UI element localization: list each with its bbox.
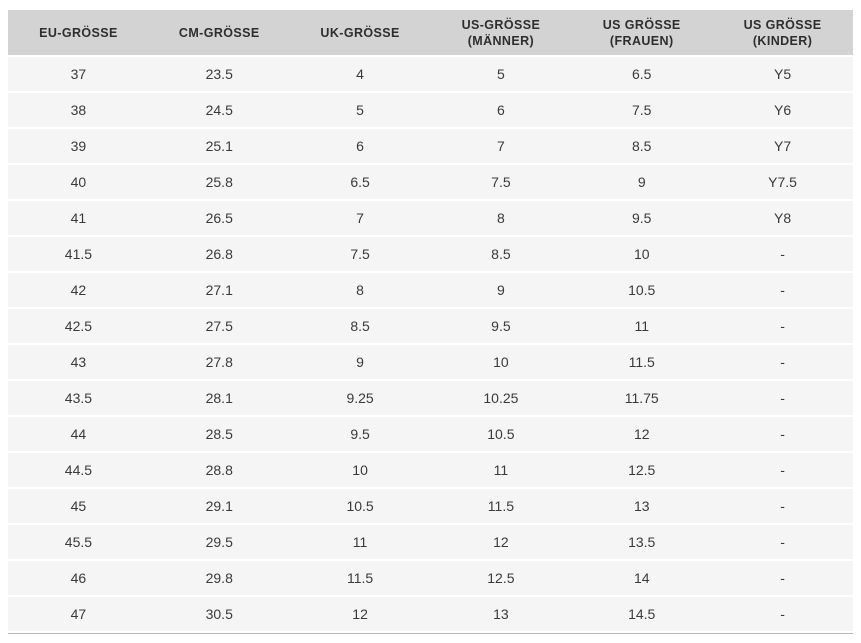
column-header: US GRÖSSE (FRAUEN) bbox=[571, 10, 712, 55]
table-cell: 10 bbox=[290, 453, 431, 487]
table-cell: - bbox=[712, 597, 853, 631]
table-cell: 9.5 bbox=[430, 309, 571, 343]
table-cell: 39 bbox=[8, 129, 149, 163]
table-row bbox=[8, 345, 853, 379]
table-cell: 5 bbox=[430, 57, 571, 91]
table-cell: - bbox=[712, 309, 853, 343]
table-cell: 27.8 bbox=[149, 345, 290, 379]
column-header: US-GRÖSSE (MÄNNER) bbox=[430, 10, 571, 55]
table-cell: 11 bbox=[290, 525, 431, 559]
table-cell: 25.1 bbox=[149, 129, 290, 163]
table-cell: 5 bbox=[290, 93, 431, 127]
table-cell: 8.5 bbox=[290, 309, 431, 343]
table-cell: 8 bbox=[430, 201, 571, 235]
table-cell: 10.5 bbox=[290, 489, 431, 523]
table-header bbox=[8, 10, 853, 55]
header-row bbox=[8, 10, 853, 55]
column-header: US GRÖSSE (KINDER) bbox=[712, 10, 853, 55]
table-cell: - bbox=[712, 417, 853, 451]
table-cell: 11.75 bbox=[571, 381, 712, 415]
table-cell: 12 bbox=[430, 525, 571, 559]
table-cell: 29.8 bbox=[149, 561, 290, 595]
table-cell: 28.5 bbox=[149, 417, 290, 451]
table-cell: 7 bbox=[430, 129, 571, 163]
table-cell: 47 bbox=[8, 597, 149, 631]
table-cell: 23.5 bbox=[149, 57, 290, 91]
table-row bbox=[8, 525, 853, 559]
table-cell: 27.5 bbox=[149, 309, 290, 343]
table-cell: 41.5 bbox=[8, 237, 149, 271]
table-cell: 11.5 bbox=[430, 489, 571, 523]
table-cell: 38 bbox=[8, 93, 149, 127]
table-cell: 11.5 bbox=[571, 345, 712, 379]
table-cell: 8.5 bbox=[571, 129, 712, 163]
column-header: EU-GRÖSSE bbox=[8, 10, 149, 55]
table-row bbox=[8, 201, 853, 235]
table-cell: 45.5 bbox=[8, 525, 149, 559]
table-cell: Y7 bbox=[712, 129, 853, 163]
table-cell: Y6 bbox=[712, 93, 853, 127]
table-cell: 42.5 bbox=[8, 309, 149, 343]
table-cell: 9.5 bbox=[571, 201, 712, 235]
table-cell: 8 bbox=[290, 273, 431, 307]
table-cell: 10.5 bbox=[430, 417, 571, 451]
table-cell: 9 bbox=[290, 345, 431, 379]
table-row bbox=[8, 417, 853, 451]
table-cell: 9.5 bbox=[290, 417, 431, 451]
table-cell: 6 bbox=[430, 93, 571, 127]
table-cell: 25.8 bbox=[149, 165, 290, 199]
table-cell: - bbox=[712, 453, 853, 487]
table-cell: - bbox=[712, 273, 853, 307]
table-cell: 9.25 bbox=[290, 381, 431, 415]
table-cell: 12.5 bbox=[430, 561, 571, 595]
table-cell: 10 bbox=[430, 345, 571, 379]
table-cell: - bbox=[712, 345, 853, 379]
table-cell: 9 bbox=[571, 165, 712, 199]
table-cell: - bbox=[712, 489, 853, 523]
table-cell: - bbox=[712, 561, 853, 595]
table-cell: 30.5 bbox=[149, 597, 290, 631]
table-cell: 7.5 bbox=[290, 237, 431, 271]
table-row bbox=[8, 237, 853, 271]
table-cell: 4 bbox=[290, 57, 431, 91]
table-cell: 10.25 bbox=[430, 381, 571, 415]
table-cell: - bbox=[712, 381, 853, 415]
table-cell: 7 bbox=[290, 201, 431, 235]
table-cell: 24.5 bbox=[149, 93, 290, 127]
table-cell: 7.5 bbox=[571, 93, 712, 127]
table-cell: 29.1 bbox=[149, 489, 290, 523]
table-row bbox=[8, 165, 853, 199]
table-cell: 27.1 bbox=[149, 273, 290, 307]
table-cell: 14.5 bbox=[571, 597, 712, 631]
table-cell: 6.5 bbox=[571, 57, 712, 91]
table-cell: Y5 bbox=[712, 57, 853, 91]
table-cell: 11 bbox=[571, 309, 712, 343]
table-cell: 40 bbox=[8, 165, 149, 199]
table-cell: 28.8 bbox=[149, 453, 290, 487]
column-header: CM-GRÖSSE bbox=[149, 10, 290, 55]
table-cell: 42 bbox=[8, 273, 149, 307]
table-cell: 41 bbox=[8, 201, 149, 235]
table-cell: 14 bbox=[571, 561, 712, 595]
table-cell: 10 bbox=[571, 237, 712, 271]
table-cell: 6.5 bbox=[290, 165, 431, 199]
table-cell: 26.5 bbox=[149, 201, 290, 235]
column-header: UK-GRÖSSE bbox=[290, 10, 431, 55]
table-row bbox=[8, 561, 853, 595]
table-row bbox=[8, 309, 853, 343]
table-row bbox=[8, 381, 853, 415]
table-cell: 43.5 bbox=[8, 381, 149, 415]
table-row bbox=[8, 453, 853, 487]
table-cell: 11.5 bbox=[290, 561, 431, 595]
table-cell: Y7.5 bbox=[712, 165, 853, 199]
table-cell: 7.5 bbox=[430, 165, 571, 199]
table-cell: 12 bbox=[290, 597, 431, 631]
table-cell: 13 bbox=[430, 597, 571, 631]
table-row bbox=[8, 273, 853, 307]
table-row bbox=[8, 489, 853, 523]
table-cell: 45 bbox=[8, 489, 149, 523]
table-cell: 9 bbox=[430, 273, 571, 307]
table-body bbox=[8, 57, 853, 631]
table-cell: 43 bbox=[8, 345, 149, 379]
table-cell: 13 bbox=[571, 489, 712, 523]
table-cell: 28.1 bbox=[149, 381, 290, 415]
table-cell: 37 bbox=[8, 57, 149, 91]
table-cell: 11 bbox=[430, 453, 571, 487]
table-cell: 44.5 bbox=[8, 453, 149, 487]
table-cell: 10.5 bbox=[571, 273, 712, 307]
table-cell: 12.5 bbox=[571, 453, 712, 487]
table-cell: 12 bbox=[571, 417, 712, 451]
table-cell: 6 bbox=[290, 129, 431, 163]
table-row bbox=[8, 57, 853, 91]
size-conversion-table bbox=[8, 8, 853, 634]
table-row bbox=[8, 597, 853, 631]
table-row bbox=[8, 129, 853, 163]
table-cell: 44 bbox=[8, 417, 149, 451]
table-cell: 26.8 bbox=[149, 237, 290, 271]
table-cell: Y8 bbox=[712, 201, 853, 235]
table-cell: - bbox=[712, 237, 853, 271]
table-cell: 8.5 bbox=[430, 237, 571, 271]
table-cell: - bbox=[712, 525, 853, 559]
table-cell: 13.5 bbox=[571, 525, 712, 559]
table-cell: 29.5 bbox=[149, 525, 290, 559]
table-row bbox=[8, 93, 853, 127]
table-cell: 46 bbox=[8, 561, 149, 595]
